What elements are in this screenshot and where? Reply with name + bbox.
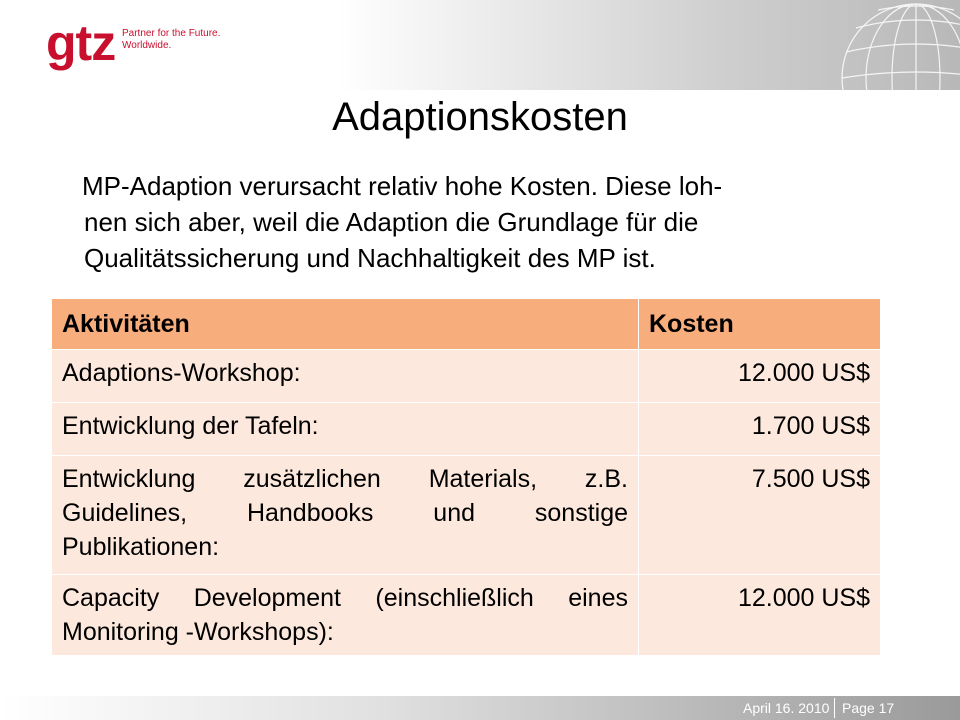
logo-tagline xyxy=(122,28,220,52)
gtz-logo: gtz xyxy=(46,15,116,71)
intro-paragraph xyxy=(84,168,884,276)
slide-title: Adaptionskosten xyxy=(332,95,628,139)
intro-line-2: nen sich aber, weil die Adaption die Grundlage für die xyxy=(84,207,699,237)
table-row xyxy=(52,575,881,656)
globe-icon xyxy=(838,0,960,90)
cost-cell: 12.000 US$ xyxy=(639,575,881,656)
header-costs: Kosten xyxy=(639,299,881,350)
table-header-row xyxy=(52,299,881,350)
footer-divider xyxy=(834,698,835,718)
tagline-line-2: Worldwide. xyxy=(122,40,172,51)
activity-cell: Entwicklung der Tafeln: xyxy=(52,403,639,456)
intro-line-1: MP-Adaption verursacht relativ hohe Kosten. Diese loh- xyxy=(82,171,723,201)
header-activities: Aktivitäten xyxy=(52,299,639,350)
footer-page-number: Page 17 xyxy=(842,700,895,716)
slide-header xyxy=(0,0,960,90)
tagline-line-1: Partner for the Future. xyxy=(122,28,221,39)
cost-cell: 7.500 US$ xyxy=(639,456,881,575)
footer-date: April 16. 2010 xyxy=(743,700,830,716)
table-row xyxy=(52,403,881,456)
table-row xyxy=(52,456,881,575)
intro-line-3: Qualitätssicherung und Nachhaltigkeit des MP ist. xyxy=(84,243,656,273)
activity-cell: Capacity Development (einschließlich eines Monitoring -Workshops): xyxy=(52,575,639,656)
cost-cell: 1.700 US$ xyxy=(639,403,881,456)
activity-cell: Entwicklung zusätzlichen Materials, z.B. Guidelines, Handbooks und sonstige Publikationen: xyxy=(52,456,639,575)
cost-table xyxy=(51,298,881,656)
table-row xyxy=(52,350,881,403)
cost-cell: 12.000 US$ xyxy=(639,350,881,403)
activity-cell: Adaptions-Workshop: xyxy=(52,350,639,403)
